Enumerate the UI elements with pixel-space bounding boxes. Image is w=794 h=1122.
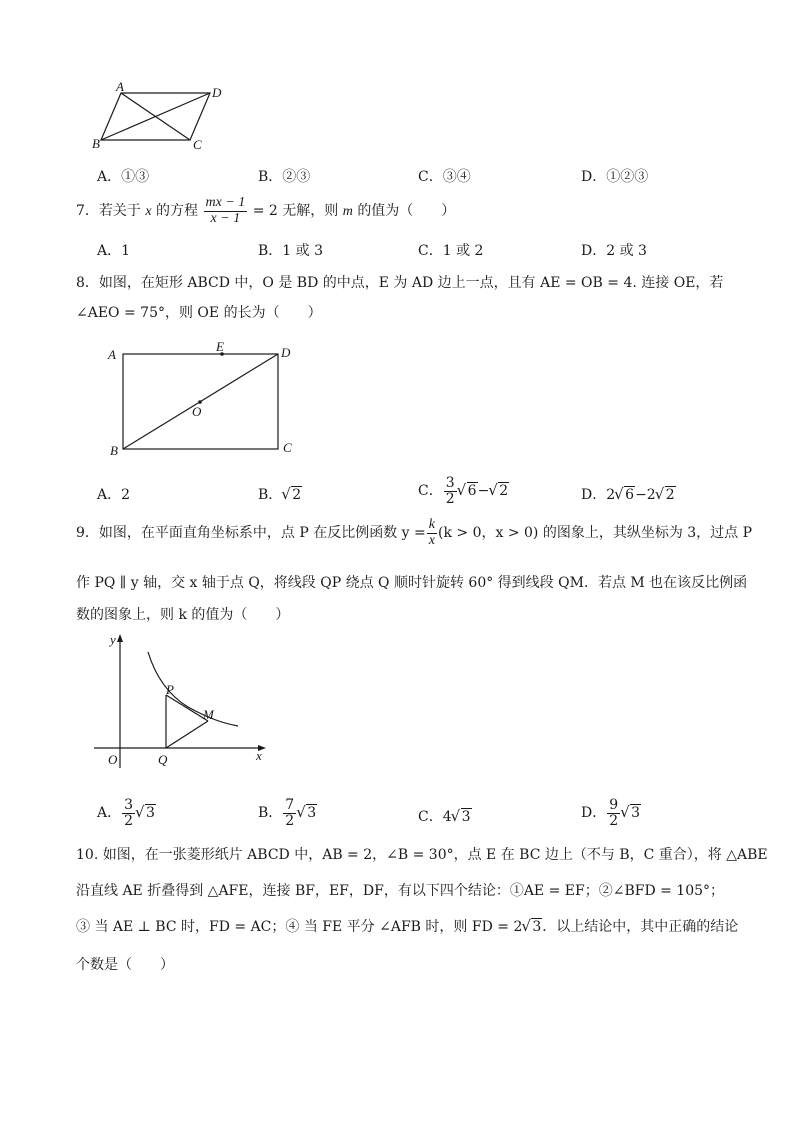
q8-c-radicand-2: 2 xyxy=(499,483,509,500)
q7-stem xyxy=(76,196,455,226)
q9-stem-line-1 xyxy=(76,518,752,548)
q8-c-fraction xyxy=(444,476,457,506)
q9-b-sqrt xyxy=(297,805,317,821)
q8-stem-line-1: 8．如图，在矩形 ABCD 中，O 是 BD 的中点，E 为 AD 边上一点，且有 AE = OB = 4. 连接 OE，若 xyxy=(76,275,724,291)
q9-fraction xyxy=(427,518,437,548)
q9-c-radicand: 3 xyxy=(461,809,471,825)
q6-option-c[interactable]: C．③④ xyxy=(418,169,471,185)
q7-frac-num: mx − 1 xyxy=(205,195,246,210)
q9-a-sqrt xyxy=(136,805,156,821)
q9-a-num: 3 xyxy=(124,797,134,813)
q7-option-b[interactable]: B．1 或 3 xyxy=(258,243,324,259)
q9-a-radicand: 3 xyxy=(146,805,155,822)
q8-option-d[interactable] xyxy=(581,484,676,504)
vertex-label-d: D xyxy=(281,345,291,360)
q7-text-4: 的值为（ ） xyxy=(357,203,456,220)
q8-d-sqrt-2 xyxy=(656,487,676,503)
q8-c-minus: − xyxy=(477,483,490,500)
q9-option-a[interactable] xyxy=(97,798,156,828)
q9-a-den: 2 xyxy=(124,812,134,829)
q10-line-3a: ③ 当 AE ⊥ BC 时，FD = AC；④ 当 FE 平分 ∠AFB 时，则 FD = 2 xyxy=(76,919,523,935)
q8-d-coef: 2 xyxy=(606,487,616,503)
q8-b-radicand: 2 xyxy=(292,487,302,503)
q9-option-d[interactable] xyxy=(581,798,641,828)
q9-option-c[interactable] xyxy=(418,806,472,826)
q7-var-x: x xyxy=(145,204,152,220)
q8-c-sqrt-1 xyxy=(458,483,478,499)
vertex-label-b: B xyxy=(92,136,100,151)
q9-line-1a: 9．如图，在平面直角坐标系中，点 P 在反比例函数 y = xyxy=(76,525,426,542)
q9-c-label: C． xyxy=(418,809,443,825)
vertex-label-b: B xyxy=(110,443,118,458)
q7-number: 7． xyxy=(76,203,99,220)
q8-b-label: B． xyxy=(258,487,283,503)
q9-a-fraction xyxy=(122,798,135,828)
q8-c-sqrt-2 xyxy=(489,483,509,499)
q9-frac-num: k xyxy=(428,517,435,532)
q8-option-c[interactable] xyxy=(418,476,509,506)
q8-option-b[interactable] xyxy=(258,484,302,504)
q7-option-a[interactable]: A．1 xyxy=(97,243,131,259)
q9-b-fraction xyxy=(283,798,296,828)
q7-fraction xyxy=(204,196,248,226)
q8-c-den: 2 xyxy=(445,490,455,507)
q8-d-radicand-1: 6 xyxy=(625,487,635,503)
point-label-e: E xyxy=(216,339,224,354)
rectangle-figure xyxy=(100,335,310,465)
q7-text-2: 的方程 xyxy=(156,203,199,220)
q8-stem-line-2: ∠AEO = 75°，则 OE 的长为（ ） xyxy=(76,305,322,321)
origin-label-o: O xyxy=(108,752,118,767)
q10-radicand: 3 xyxy=(532,919,542,935)
q8-c-radicand-1: 6 xyxy=(467,483,477,500)
q9-d-sqrt xyxy=(621,805,641,821)
q7-text-3: = 2 无解，则 xyxy=(252,203,339,220)
q7-var-m: m xyxy=(342,204,353,220)
vertex-label-c: C xyxy=(283,440,292,455)
q8-d-minus: −2 xyxy=(635,487,656,503)
q8-c-num: 3 xyxy=(445,475,455,491)
q9-b-den: 2 xyxy=(285,812,295,829)
vertex-label-a: A xyxy=(116,80,124,94)
q9-b-label: B． xyxy=(258,805,283,822)
q10-stem-line-4: 个数是（ ） xyxy=(76,957,174,973)
q10-line-3b: ．以上结论中，其中正确的结论 xyxy=(542,919,739,935)
q8-d-sqrt-1 xyxy=(615,487,635,503)
point-label-q: Q xyxy=(158,752,168,767)
q9-stem-line-3: 数的图象上，则 k 的值为（ ） xyxy=(76,607,290,623)
vertex-label-d: D xyxy=(212,85,222,100)
point-label-o: O xyxy=(192,404,202,419)
q8-d-label: D． xyxy=(581,487,607,503)
q9-b-num: 7 xyxy=(285,797,295,813)
q9-d-label: D． xyxy=(581,805,607,822)
q7-text-1: 若关于 xyxy=(98,203,141,220)
q10-stem-line-2: 沿直线 AE 折叠得到 △AFE，连接 BF，EF，DF，有以下四个结论：①AE = EF；②∠BFD = 105°； xyxy=(76,883,725,899)
point-label-m: M xyxy=(203,707,214,722)
q9-line-1b: (k > 0，x > 0) 的图象上，其纵坐标为 3，过点 P xyxy=(438,525,753,542)
q7-frac-den: x − 1 xyxy=(210,210,241,226)
q9-d-num: 9 xyxy=(609,797,619,813)
q8-d-radicand-2: 2 xyxy=(665,487,675,503)
q9-option-b[interactable] xyxy=(258,798,317,828)
q6-option-b[interactable]: B．②③ xyxy=(258,169,311,185)
q9-d-radicand: 3 xyxy=(631,805,641,822)
point-label-p: P xyxy=(166,682,174,697)
q6-option-a[interactable]: A．①③ xyxy=(97,169,150,185)
coordinate-figure xyxy=(90,630,280,770)
vertex-label-c: C xyxy=(193,137,202,152)
q6-option-d[interactable]: D．①②③ xyxy=(581,169,649,185)
q9-d-fraction xyxy=(607,798,620,828)
axis-label-x: x xyxy=(256,748,262,763)
q10-stem-line-3 xyxy=(76,916,738,936)
q10-stem-line-1: 10. 如图，在一张菱形纸片 ABCD 中，AB = 2，∠B = 30°，点 E 在 BC 边上（不与 B，C 重合），将 △ABE xyxy=(76,847,768,863)
q7-option-d[interactable]: D．2 或 3 xyxy=(581,243,647,259)
q9-a-label: A． xyxy=(97,805,122,822)
axis-label-y: y xyxy=(110,632,116,647)
q9-c-sqrt xyxy=(452,809,472,825)
q9-c-coef: 4 xyxy=(442,809,452,825)
q9-d-den: 2 xyxy=(609,812,619,829)
parallelogram-figure xyxy=(88,80,238,155)
q8-c-label: C． xyxy=(418,483,443,500)
q9-stem-line-2: 作 PQ ∥ y 轴，交 x 轴于点 Q，将线段 QP 绕点 Q 顺时针旋转 60° 得到线段 QM．若点 M 也在该反比例函 xyxy=(76,575,748,591)
q7-option-c[interactable]: C．1 或 2 xyxy=(418,243,484,259)
q10-sqrt xyxy=(522,919,542,935)
q9-b-radicand: 3 xyxy=(307,805,317,822)
q9-frac-den: x xyxy=(428,532,435,548)
vertex-label-a: A xyxy=(108,347,116,362)
q8-b-sqrt xyxy=(282,487,302,503)
q8-option-a[interactable]: A．2 xyxy=(97,487,131,503)
